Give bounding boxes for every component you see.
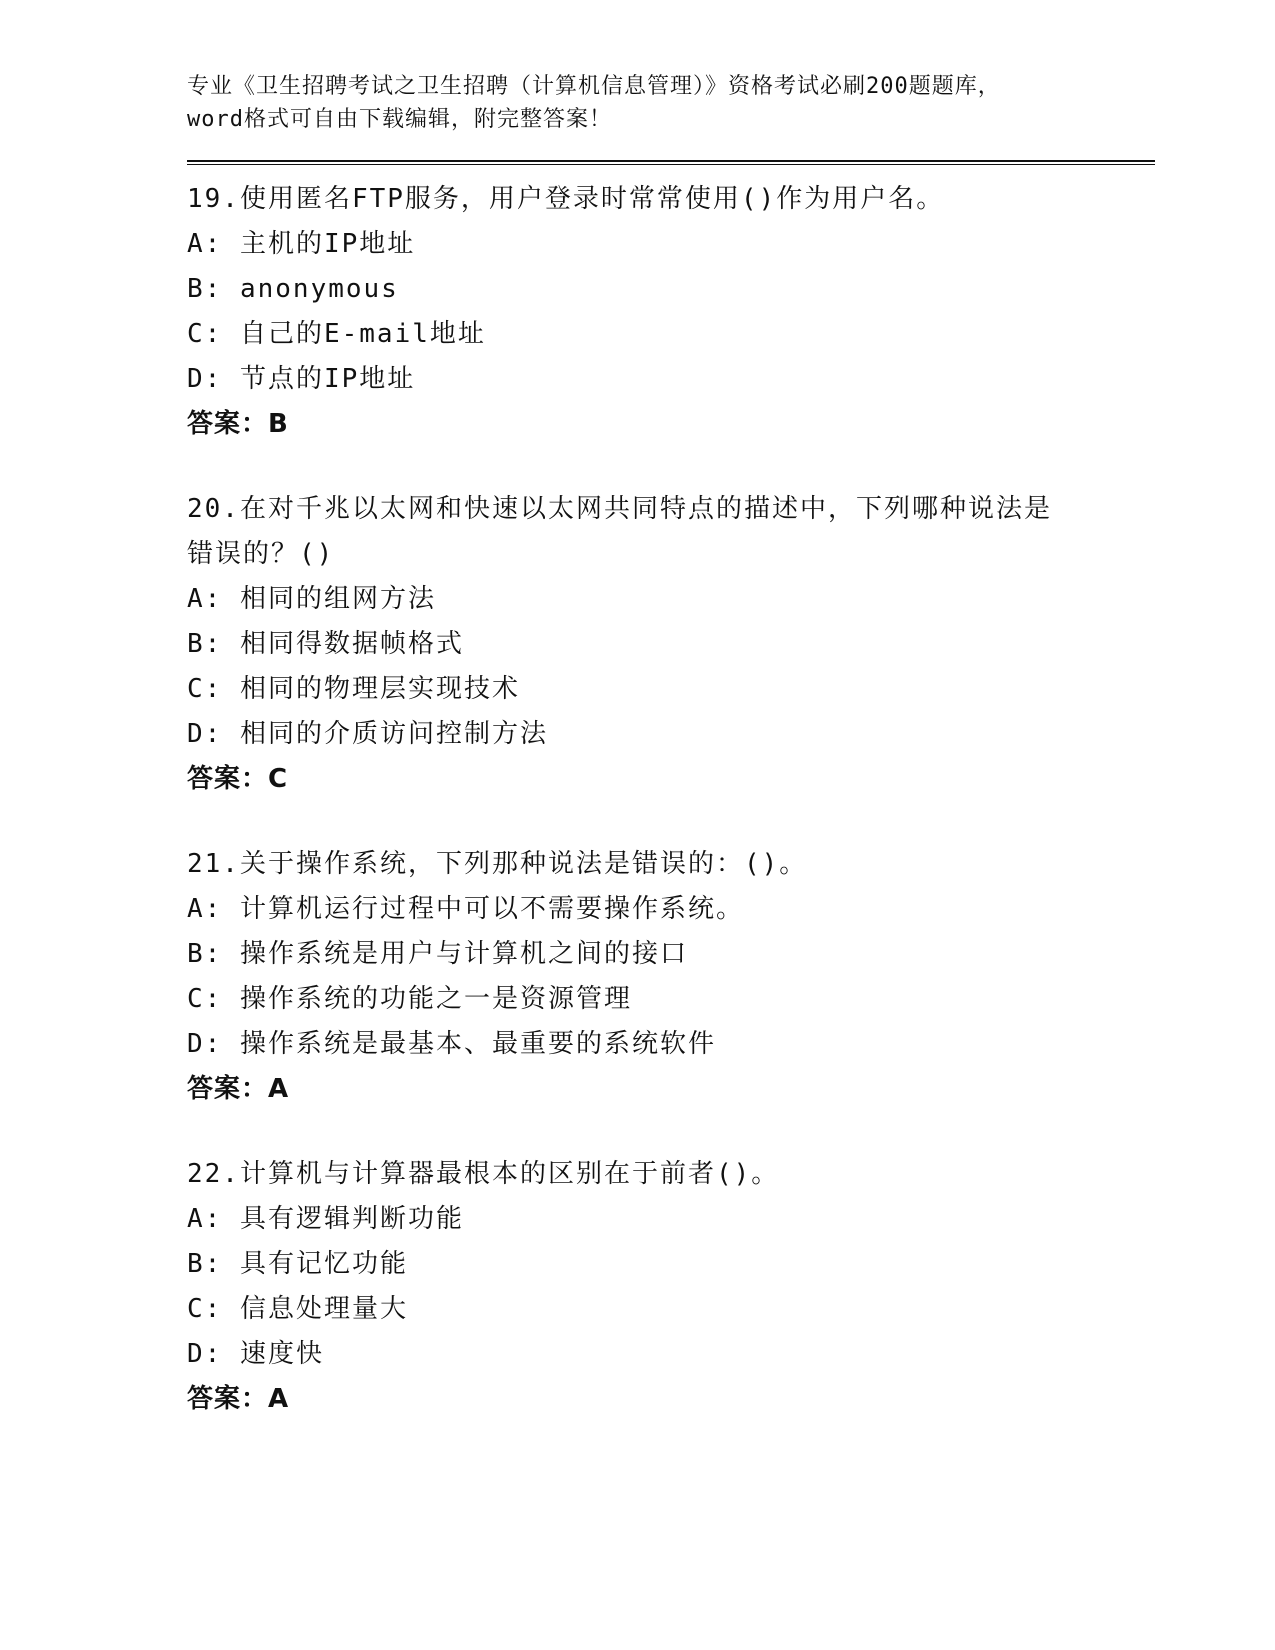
option-d: D: 速度快 bbox=[187, 1339, 324, 1369]
document-page bbox=[187, 70, 1155, 1422]
option-b: B: 具有记忆功能 bbox=[187, 1249, 408, 1279]
document-title-line-2: word格式可自由下载编辑，附完整答案！ bbox=[187, 107, 612, 132]
question-19 bbox=[187, 177, 1155, 447]
option-a: A: 相同的组网方法 bbox=[187, 584, 436, 614]
option-c: C: 自己的E-mail地址 bbox=[187, 319, 486, 349]
question-21 bbox=[187, 842, 1155, 1112]
answer-line: 答案：A bbox=[187, 1074, 290, 1104]
option-c: C: 操作系统的功能之一是资源管理 bbox=[187, 984, 632, 1014]
option-c: C: 相同的物理层实现技术 bbox=[187, 674, 520, 704]
answer-line: 答案：A bbox=[187, 1384, 290, 1414]
option-b: B: 相同得数据帧格式 bbox=[187, 629, 464, 659]
option-d: D: 操作系统是最基本、最重要的系统软件 bbox=[187, 1029, 716, 1059]
option-d: D: 相同的介质访问控制方法 bbox=[187, 719, 548, 749]
option-a: A: 计算机运行过程中可以不需要操作系统。 bbox=[187, 894, 744, 924]
answer-line: 答案：B bbox=[187, 409, 289, 439]
option-a: A: 具有逻辑判断功能 bbox=[187, 1204, 464, 1234]
question-text: 19.使用匿名FTP服务，用户登录时常常使用()作为用户名。 bbox=[187, 184, 945, 214]
question-text-continued: 错误的？() bbox=[187, 539, 335, 569]
option-b: B: anonymous bbox=[187, 274, 399, 304]
question-22 bbox=[187, 1152, 1155, 1422]
question-20 bbox=[187, 487, 1155, 802]
document-title-line-1: 专业《卫生招聘考试之卫生招聘（计算机信息管理）》资格考试必刷200题题库， bbox=[187, 74, 1001, 99]
answer-line: 答案：C bbox=[187, 764, 289, 794]
question-text: 21.关于操作系统，下列那种说法是错误的：()。 bbox=[187, 849, 808, 879]
option-c: C: 信息处理量大 bbox=[187, 1294, 408, 1324]
option-a: A: 主机的IP地址 bbox=[187, 229, 416, 259]
option-d: D: 节点的IP地址 bbox=[187, 364, 416, 394]
question-text: 22.计算机与计算器最根本的区别在于前者()。 bbox=[187, 1159, 780, 1189]
question-text: 20.在对千兆以太网和快速以太网共同特点的描述中，下列哪种说法是 bbox=[187, 494, 1052, 524]
option-b: B: 操作系统是用户与计算机之间的接口 bbox=[187, 939, 688, 969]
header-divider bbox=[187, 160, 1155, 165]
